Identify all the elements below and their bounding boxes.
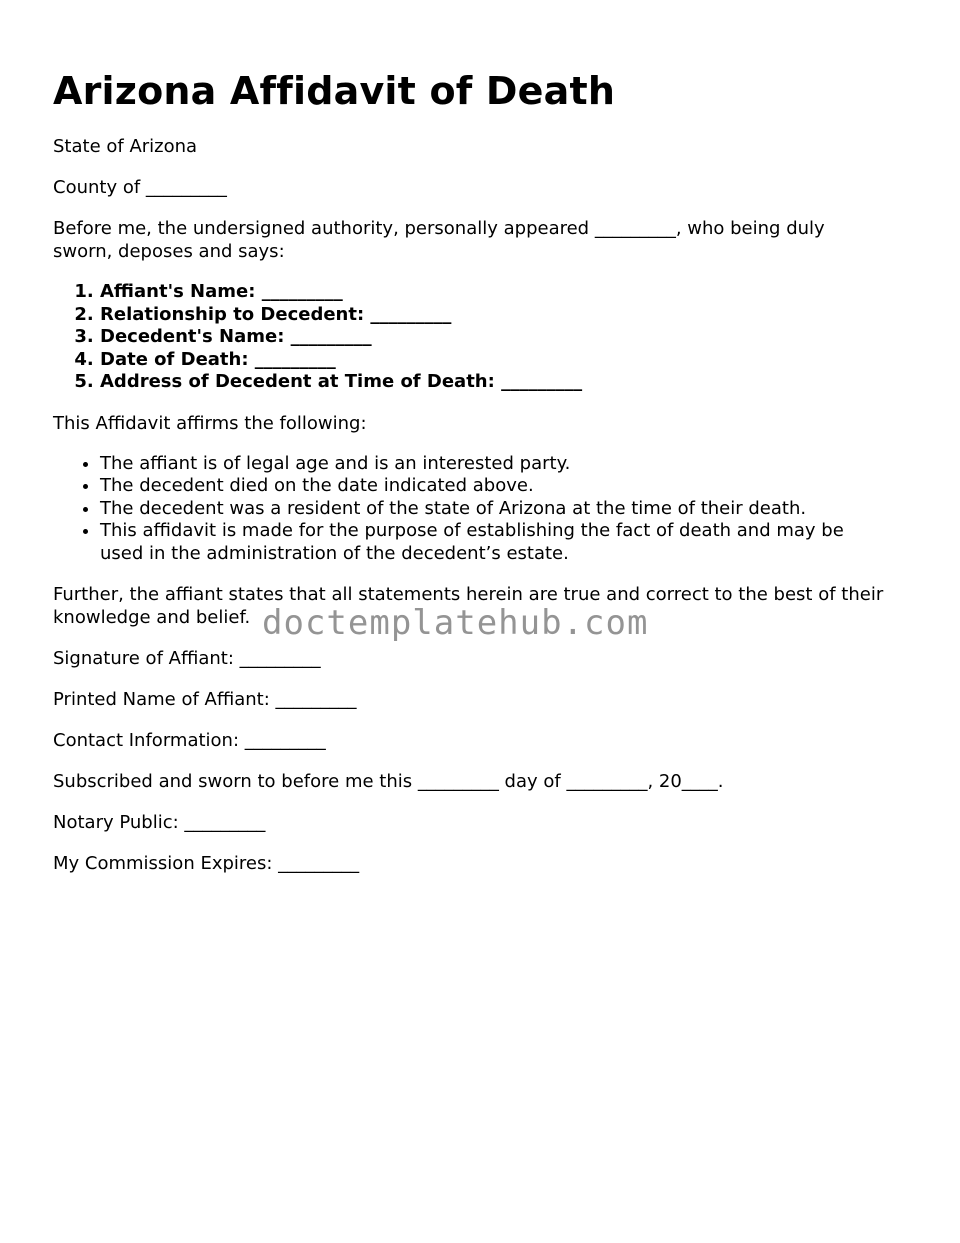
affirmations-list — [53, 453, 888, 566]
printed-name-line: Printed Name of Affiant: _________ — [53, 689, 357, 710]
list-item: • The affiant is of legal age and is an interested party. — [100, 453, 888, 476]
affirms-heading: This Affidavit affirms the following: — [53, 412, 367, 434]
list-item: 5. Address of Decedent at Time of Death: _________ — [100, 371, 888, 394]
watermark: doctemplatehub.com — [262, 603, 649, 643]
further-statement: Further, the affiant states that all statements herein are true and correct to the best of their knowledge and belief. — [53, 584, 884, 628]
signature-line: Signature of Affiant: _________ — [53, 648, 321, 669]
list-item: 3. Decedent's Name: _________ — [100, 326, 888, 349]
state-line: State of Arizona — [53, 136, 198, 157]
list-item: 1. Affiant's Name: _________ — [100, 281, 888, 304]
document-page — [53, 66, 888, 893]
intro-paragraph: Before me, the undersigned authority, personally appeared _________, who being duly sworn, deposes and says: — [53, 218, 825, 262]
list-item: • This affidavit is made for the purpose of establishing the fact of death and may be used in the administration of the decedent’s estate. — [100, 520, 888, 565]
county-line: County of _________ — [53, 177, 227, 198]
affiant-details-list — [53, 281, 888, 394]
contact-line: Contact Information: _________ — [53, 730, 326, 751]
list-item: • The decedent died on the date indicated above. — [100, 475, 888, 498]
subscribed-line: Subscribed and sworn to before me this _________ day of _________, 20____. — [53, 771, 724, 792]
document-title: Arizona Affidavit of Death — [53, 69, 616, 113]
commission-line: My Commission Expires: _________ — [53, 853, 360, 874]
list-item: 4. Date of Death: _________ — [100, 349, 888, 372]
list-item: • The decedent was a resident of the state of Arizona at the time of their death. — [100, 498, 888, 521]
notary-line: Notary Public: _________ — [53, 812, 266, 833]
list-item: 2. Relationship to Decedent: _________ — [100, 304, 888, 327]
